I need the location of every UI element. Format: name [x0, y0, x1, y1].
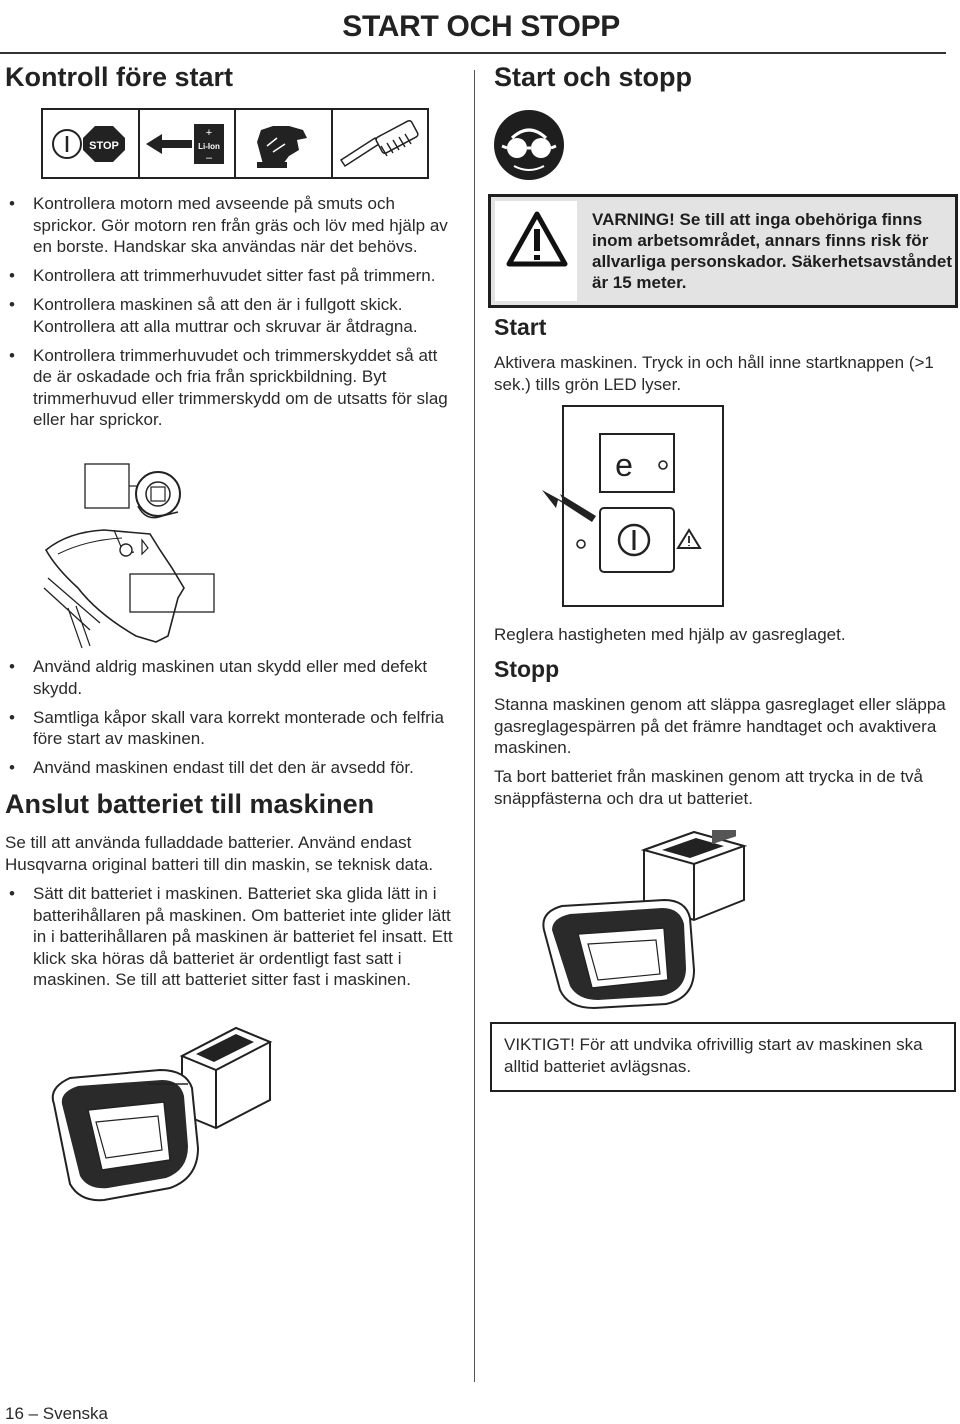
warning-triangle-icon — [506, 211, 568, 267]
brush-icon — [333, 110, 428, 177]
section-title-start: Start — [494, 314, 547, 340]
column-divider — [474, 70, 475, 1382]
stop-text-2: Ta bort batteriet från maskinen genom att trycka in de två snäppfästerna och dra ut batteriet. — [494, 767, 923, 808]
list-item: • Kontrollera maskinen så att den är i fullgott skick. Kontrollera att alla muttrar och skruvar är åtdragna. — [5, 294, 460, 337]
list-item: • Samtliga kåpor skall vara korrekt monterade och felfria före start av maskinen. — [5, 707, 460, 750]
power-stop-icon — [43, 110, 140, 177]
speed-text: Reglera hastigheten med hjälp av gasreglaget. — [494, 625, 846, 644]
gloves-icon — [236, 110, 333, 177]
page-title: START OCH STOPP — [342, 10, 620, 43]
start-text: Aktivera maskinen. Tryck in och håll inne startknappen (>1 sek.) tills grön LED lyser. — [494, 353, 934, 394]
battery-intro-text: Se till att använda fulladdade batterier. Använd endast Husqvarna original batteri till din maskin, se teknisk data. — [5, 833, 434, 874]
section-title-stopp: Stopp — [494, 656, 560, 682]
important-box — [490, 1022, 956, 1092]
important-text: VIKTIGT! För att undvika ofrivillig start av maskinen ska alltid batteriet avlägsnas. — [504, 1035, 923, 1076]
section-title-anslut-batteriet: Anslut batteriet till maskinen — [5, 789, 375, 819]
svg-text:+: + — [205, 126, 212, 139]
list-item: • Använd aldrig maskinen utan skydd eller med defekt skydd. — [5, 656, 460, 699]
svg-text:STOP: STOP — [89, 139, 120, 152]
warning-icon-panel — [495, 201, 577, 301]
battery-bullet-list — [5, 883, 460, 998]
page-footer: 16 – Svenska — [5, 1404, 109, 1423]
list-item: • Kontrollera trimmerhuvudet och trimmerskyddet så att de är oskadade och fria från sprickbildning. Byt trimmerhuvud eller trimmerskydd om de utsatts för slag eller har sprickor. — [5, 345, 460, 431]
warning-box — [488, 194, 958, 308]
battery-remove-illustration — [534, 830, 774, 1010]
svg-text:–: – — [205, 151, 212, 164]
battery-li-ion-icon — [140, 110, 237, 177]
e-mode-symbol: e — [615, 447, 633, 483]
control-panel-illustration — [540, 404, 725, 609]
list-item: • Kontrollera att trimmerhuvudet sitter fast på trimmern. — [5, 265, 460, 287]
list-item: • Sätt dit batteriet i maskinen. Batteriet ska glida lätt in i batterihållaren på maskinen. Om batteriet inte glider lätt in i batterihållaren på maskinen är batteriet fel insatt. Ett klick ska höras då batteriet är ordentligt fast satt i maskinen. Se till att batteriet sitter fast i maskinen. — [5, 883, 460, 991]
battery-insert-illustration — [40, 1018, 280, 1208]
list-item: • Kontrollera motorn med avseende på smuts och sprickor. Gör motorn ren från gräs och löv med hjälp av en borste. Handskar ska användas när det behövs. — [5, 193, 460, 258]
section-title-kontroll: Kontroll före start — [5, 62, 234, 92]
title-rule — [0, 52, 946, 54]
stop-text-1: Stanna maskinen genom att släppa gasreglaget eller släppa gasreglagespärren på det främre handtaget och avaktivera maskinen. — [494, 695, 946, 757]
list-item: • Använd maskinen endast till det den är avsedd för. — [5, 757, 460, 779]
kontroll-bullet-list — [5, 193, 460, 438]
pictogram-strip — [41, 108, 429, 179]
svg-text:Li-Ion: Li-Ion — [197, 141, 220, 151]
section-title-start-och-stopp: Start och stopp — [494, 62, 693, 92]
warning-text: VARNING! Se till att inga obehöriga finns inom arbetsområdet, annars finns risk för allvarliga personskador. Säkerhetsavståndet är 15 meter. — [592, 210, 953, 292]
eye-protection-icon — [492, 108, 566, 182]
trimmer-guard-illustration — [38, 458, 218, 653]
skydd-bullet-list — [5, 656, 460, 786]
